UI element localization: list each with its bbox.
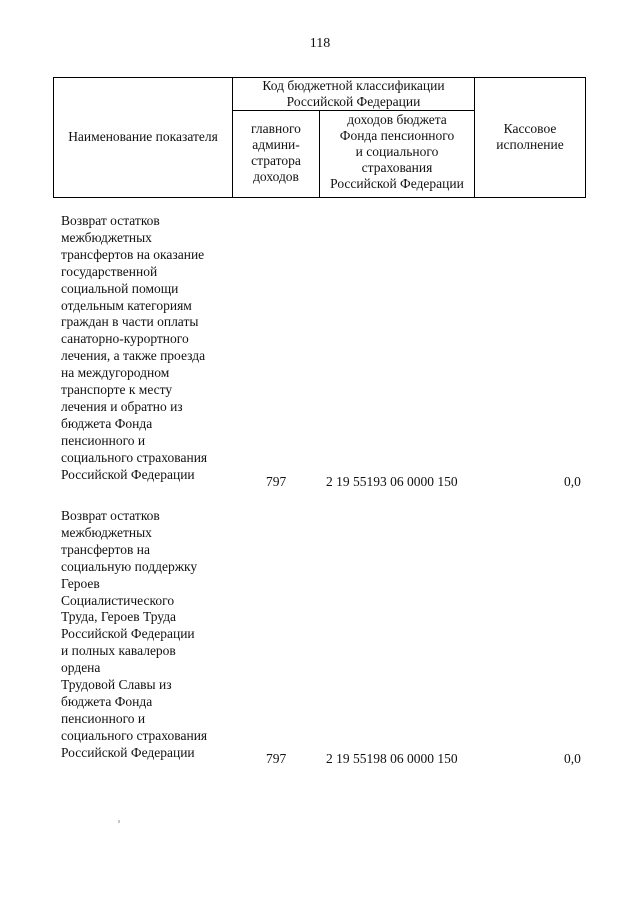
- header-border-left: [53, 77, 54, 198]
- table-header: [53, 77, 586, 198]
- header-cash: Кассовое исполнение: [496, 121, 564, 152]
- header-border-right: [585, 77, 586, 198]
- table-row-name: Возврат остатков межбюджетных трансфертов на оказание государственной социальной помощи отдельным категориям граждан в части оплаты санаторно-курортного лечения, а также проезда на междугородном транспорте к месту лечения и обратно из бюджета Фонда пенсионного и социального страхования Российской Федерации: [61, 213, 208, 482]
- header-admin: главного админи- стратора доходов: [251, 121, 301, 184]
- table-row-name: Возврат остатков межбюджетных трансфертов на социальную поддержку Героев Социалистического Труда, Героев Труда Российской Федерации и полных кавалеров ордена Трудовой Славы из бюджета Фонда пенсионного и социального страхования Российской Федерации: [61, 508, 208, 760]
- table-row-code: 2 19 55193 06 0000 150: [326, 474, 458, 489]
- header-code-group: Код бюджетной классификации Российской Федерации: [262, 78, 445, 109]
- divider-code-subheader: [232, 110, 475, 111]
- page-number: 118: [309, 36, 331, 51]
- table-row-value: 0,0: [564, 474, 581, 489]
- table-row-admin: 797: [266, 474, 287, 489]
- header-name: Наименование показателя: [68, 129, 218, 144]
- table-row-code: 2 19 55198 06 0000 150: [326, 751, 458, 766]
- table-row-value: 0,0: [564, 751, 581, 766]
- scan-artifact: [118, 820, 120, 823]
- table-row-admin: 797: [266, 751, 287, 766]
- header-income: доходов бюджета Фонда пенсионного и социального страхования Российской Федерации: [330, 112, 464, 191]
